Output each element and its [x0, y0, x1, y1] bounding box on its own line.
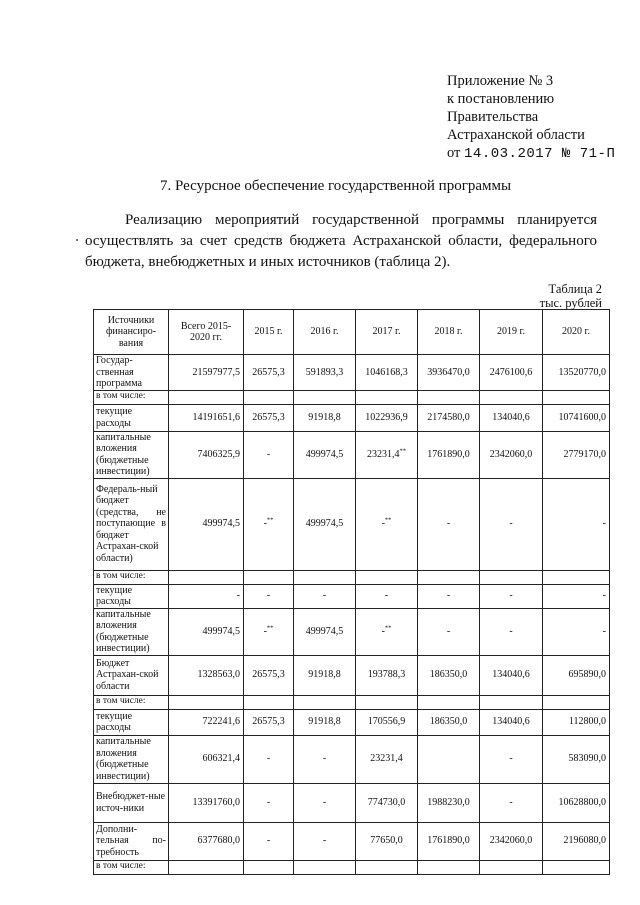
value-text: 26575,3 [252, 716, 285, 728]
source-cell: текущие расходы [94, 404, 169, 431]
value-cell [244, 735, 294, 783]
footnote-mark: ** [266, 516, 274, 524]
value-text: 13520770,0 [558, 366, 606, 378]
empty-cell [480, 570, 543, 584]
table-row [94, 860, 610, 874]
value-cell [169, 822, 244, 860]
value-text: - [509, 590, 513, 602]
value-text: 499974,5 [305, 448, 344, 460]
value-text: 583090,0 [568, 753, 606, 765]
value-cell [543, 355, 610, 391]
source-cell: капитальные вложения (бюджетные инвестиции) [94, 431, 169, 478]
empty-cell [294, 695, 356, 709]
value-text: 186350,0 [429, 716, 468, 728]
value-text: 2342060,0 [489, 448, 533, 460]
table-row [94, 709, 610, 735]
value-cell [244, 709, 294, 735]
table-row [94, 404, 610, 431]
value-text: 6377680,0 [197, 835, 240, 847]
header-cell: Источники финансиро-вания [94, 310, 169, 355]
value-cell [294, 608, 356, 655]
value-text: - [384, 590, 389, 602]
value-cell [418, 735, 480, 783]
table-row [94, 695, 610, 709]
value-text: - [322, 835, 327, 847]
value-text: 134040,6 [492, 669, 530, 681]
table-row [94, 735, 610, 783]
value-cell [356, 608, 418, 655]
source-cell: Федераль-ный бюджет (средства, не поступающие в бюджет Астрахан-ской области) [94, 478, 169, 570]
empty-cell [480, 390, 543, 404]
value-cell [169, 404, 244, 431]
value-text: - [266, 835, 271, 847]
value-cell [294, 404, 356, 431]
table-row [94, 655, 610, 695]
value-cell [480, 584, 543, 608]
source-cell: в том числе: [94, 570, 169, 584]
value-text: - [509, 796, 513, 808]
value-text: - [266, 796, 271, 808]
value-text: 499974,5 [202, 518, 240, 530]
value-text: 13391760,0 [192, 796, 240, 808]
value-text: - [509, 518, 513, 530]
empty-cell [169, 695, 244, 709]
value-cell [169, 355, 244, 391]
value-cell [244, 355, 294, 391]
empty-cell [356, 390, 418, 404]
value-text: - [263, 625, 267, 637]
value-cell [480, 822, 543, 860]
value-cell [480, 735, 543, 783]
value-text: 26575,3 [252, 411, 285, 423]
value-text: 722241,6 [202, 716, 240, 728]
value-cell [480, 608, 543, 655]
value-text: 112800,0 [568, 716, 606, 728]
value-cell [356, 735, 418, 783]
value-text: - [322, 753, 327, 765]
value-text: 91918,8 [308, 669, 341, 681]
value-cell [356, 822, 418, 860]
value-cell [543, 822, 610, 860]
value-cell [244, 822, 294, 860]
value-cell [480, 478, 543, 570]
appendix-line-4: Астраханской области [447, 127, 585, 143]
empty-cell [418, 570, 480, 584]
value-text: - [322, 796, 327, 808]
value-text: - [602, 518, 606, 530]
value-text: - [446, 518, 451, 530]
value-cell [418, 431, 480, 478]
value-cell [244, 584, 294, 608]
value-text: 1761890,0 [427, 835, 470, 847]
value-text: 1328563,0 [197, 669, 240, 681]
empty-cell [169, 390, 244, 404]
empty-cell [294, 860, 356, 874]
value-text: 26575,3 [252, 669, 285, 681]
value-text: 7406325,9 [197, 448, 240, 460]
scan-speck [76, 239, 78, 241]
value-cell [294, 478, 356, 570]
empty-cell [418, 695, 480, 709]
value-cell [480, 355, 543, 391]
value-cell [244, 404, 294, 431]
value-cell [169, 608, 244, 655]
header-cell: 2018 г. [418, 310, 480, 355]
empty-cell [543, 570, 610, 584]
empty-cell [244, 695, 294, 709]
header-cell: 2016 г. [294, 310, 356, 355]
value-cell [543, 783, 610, 822]
value-cell [294, 822, 356, 860]
value-cell [543, 478, 610, 570]
value-cell [244, 655, 294, 695]
value-text: 134040,6 [492, 716, 530, 728]
intro-paragraph: Реализацию мероприятий государственной программы планируется осуществлять за счет средств бюджета Астраханской области, федерального бюджета, внебюджетных и иных источников (таблица 2). [85, 212, 597, 270]
value-text: 14191651,6 [192, 411, 240, 423]
table-row [94, 570, 610, 584]
empty-cell [418, 860, 480, 874]
value-text: 170556,9 [367, 716, 406, 728]
value-cell [480, 783, 543, 822]
value-text: 2174580,0 [427, 411, 470, 423]
source-cell: текущие расходы [94, 584, 169, 608]
value-text: 2779170,0 [563, 448, 606, 460]
value-text: 606321,4 [202, 753, 240, 765]
value-text: 23231,4 [370, 753, 403, 765]
table-row [94, 355, 610, 391]
footnote-mark: ** [266, 624, 274, 632]
value-cell [543, 735, 610, 783]
value-cell [356, 584, 418, 608]
value-cell [543, 608, 610, 655]
table-row [94, 431, 610, 478]
header-cell: 2019 г. [480, 310, 543, 355]
empty-cell [169, 570, 244, 584]
table-row [94, 608, 610, 655]
value-cell [169, 478, 244, 570]
value-text: 77650,0 [370, 835, 403, 847]
value-cell [356, 655, 418, 695]
header-cell: 2017 г. [356, 310, 418, 355]
value-text: 186350,0 [429, 669, 468, 681]
date-prefix: от [447, 145, 461, 161]
footnote-mark: ** [384, 624, 392, 632]
value-text: - [509, 753, 513, 765]
source-cell: текущие расходы [94, 709, 169, 735]
value-cell [356, 709, 418, 735]
value-text: - [322, 590, 327, 602]
value-text: - [381, 625, 385, 637]
appendix-line-1: Приложение № 3 [447, 73, 554, 89]
header-cell: Всего 2015-2020 гг. [169, 310, 244, 355]
value-text: 3936470,0 [427, 366, 470, 378]
value-cell [480, 655, 543, 695]
table-row [94, 390, 610, 404]
value-text: 499974,5 [305, 518, 344, 530]
value-text: 2196080,0 [563, 835, 606, 847]
value-cell [244, 478, 294, 570]
table-header-row [94, 310, 610, 355]
appendix-block [447, 72, 615, 163]
value-cell [418, 709, 480, 735]
value-text: 10741600,0 [558, 411, 606, 423]
value-text: - [266, 590, 271, 602]
value-cell [418, 584, 480, 608]
value-cell [294, 355, 356, 391]
empty-cell [356, 570, 418, 584]
footnote-mark: ** [384, 516, 392, 524]
value-cell [169, 584, 244, 608]
value-cell [294, 735, 356, 783]
value-cell [294, 655, 356, 695]
source-cell: в том числе: [94, 695, 169, 709]
table-caption-label: Таблица 2 [548, 282, 602, 296]
value-text: - [381, 518, 385, 530]
empty-cell [294, 390, 356, 404]
value-text: 591893,3 [305, 366, 344, 378]
value-cell [418, 404, 480, 431]
value-text: 2476100,6 [489, 366, 533, 378]
date-stamp: 14.03.2017 № 71-П [464, 146, 616, 162]
empty-cell [543, 695, 610, 709]
value-cell [418, 783, 480, 822]
value-text: 10628800,0 [558, 796, 606, 808]
value-cell [480, 404, 543, 431]
appendix-date-line [447, 144, 615, 163]
value-text: - [446, 625, 451, 637]
value-text: 193788,3 [367, 669, 406, 681]
value-cell [169, 783, 244, 822]
section-title: 7. Ресурсное обеспечение государственной программы [160, 178, 512, 194]
source-cell: капитальные вложения (бюджетные инвестиции) [94, 735, 169, 783]
value-cell [356, 355, 418, 391]
empty-cell [294, 570, 356, 584]
table-row [94, 584, 610, 608]
footnote-mark: ** [399, 447, 406, 455]
value-cell [244, 608, 294, 655]
value-cell [543, 655, 610, 695]
value-text: - [602, 590, 606, 602]
table-caption [540, 282, 602, 310]
appendix-line-2: к постановлению [447, 91, 555, 107]
value-text: - [446, 590, 451, 602]
table-row [94, 478, 610, 570]
source-cell: в том числе: [94, 860, 169, 874]
value-text: 1046168,3 [365, 366, 408, 378]
table-caption-units: тыс. рублей [539, 296, 602, 310]
empty-cell [543, 390, 610, 404]
value-text: - [602, 625, 606, 637]
value-text: 695890,0 [568, 669, 606, 681]
empty-cell [356, 860, 418, 874]
empty-cell [418, 390, 480, 404]
empty-cell [244, 570, 294, 584]
value-cell [356, 478, 418, 570]
value-text: 134040,6 [492, 411, 530, 423]
value-text: 23231,4 [367, 448, 400, 460]
value-cell [294, 783, 356, 822]
value-cell [356, 404, 418, 431]
value-text: 499974,5 [305, 625, 344, 637]
source-cell: капитальные вложения (бюджетные инвестиции) [94, 608, 169, 655]
value-text: - [263, 518, 267, 530]
value-cell [244, 431, 294, 478]
empty-cell [480, 860, 543, 874]
source-cell: Государ-ственная программа [94, 355, 169, 391]
value-cell [169, 655, 244, 695]
value-text: - [236, 590, 240, 602]
value-cell [294, 584, 356, 608]
value-cell [418, 608, 480, 655]
value-cell [543, 709, 610, 735]
value-text: 91918,8 [308, 716, 341, 728]
value-text: - [266, 448, 271, 460]
value-cell [480, 709, 543, 735]
value-text: - [266, 753, 271, 765]
value-cell [543, 431, 610, 478]
empty-cell [356, 695, 418, 709]
value-cell [244, 783, 294, 822]
value-cell [169, 709, 244, 735]
value-cell [169, 735, 244, 783]
value-cell [418, 355, 480, 391]
source-cell: в том числе: [94, 390, 169, 404]
value-text: 1022936,9 [365, 411, 408, 423]
value-text: 1761890,0 [427, 448, 470, 460]
value-cell [294, 431, 356, 478]
table-row [94, 822, 610, 860]
appendix-line-3: Правительства [447, 109, 539, 125]
value-text: 499974,5 [202, 625, 240, 637]
value-text: 91918,8 [308, 411, 341, 423]
value-text: 21597977,5 [192, 366, 240, 378]
value-text: 26575,3 [252, 366, 285, 378]
empty-cell [169, 860, 244, 874]
source-cell: Бюджет Астрахан-ской области [94, 655, 169, 695]
value-cell [418, 822, 480, 860]
value-cell [543, 584, 610, 608]
value-cell [480, 431, 543, 478]
value-text: - [509, 625, 513, 637]
value-cell [356, 783, 418, 822]
value-text: 774730,0 [367, 796, 406, 808]
empty-cell [543, 860, 610, 874]
empty-cell [244, 860, 294, 874]
empty-cell [244, 390, 294, 404]
source-cell: Дополни-тельная по-требность [94, 822, 169, 860]
value-cell [543, 404, 610, 431]
value-cell [294, 709, 356, 735]
header-cell: 2020 г. [543, 310, 610, 355]
value-text: 2342060,0 [489, 835, 533, 847]
source-cell: Внебюджет-ные источ-ники [94, 783, 169, 822]
header-cell: 2015 г. [244, 310, 294, 355]
table-row [94, 783, 610, 822]
value-text: 1988230,0 [427, 796, 470, 808]
value-cell [169, 431, 244, 478]
value-cell [356, 431, 418, 478]
value-cell [418, 478, 480, 570]
empty-cell [480, 695, 543, 709]
value-cell [418, 655, 480, 695]
resource-table [93, 309, 610, 875]
